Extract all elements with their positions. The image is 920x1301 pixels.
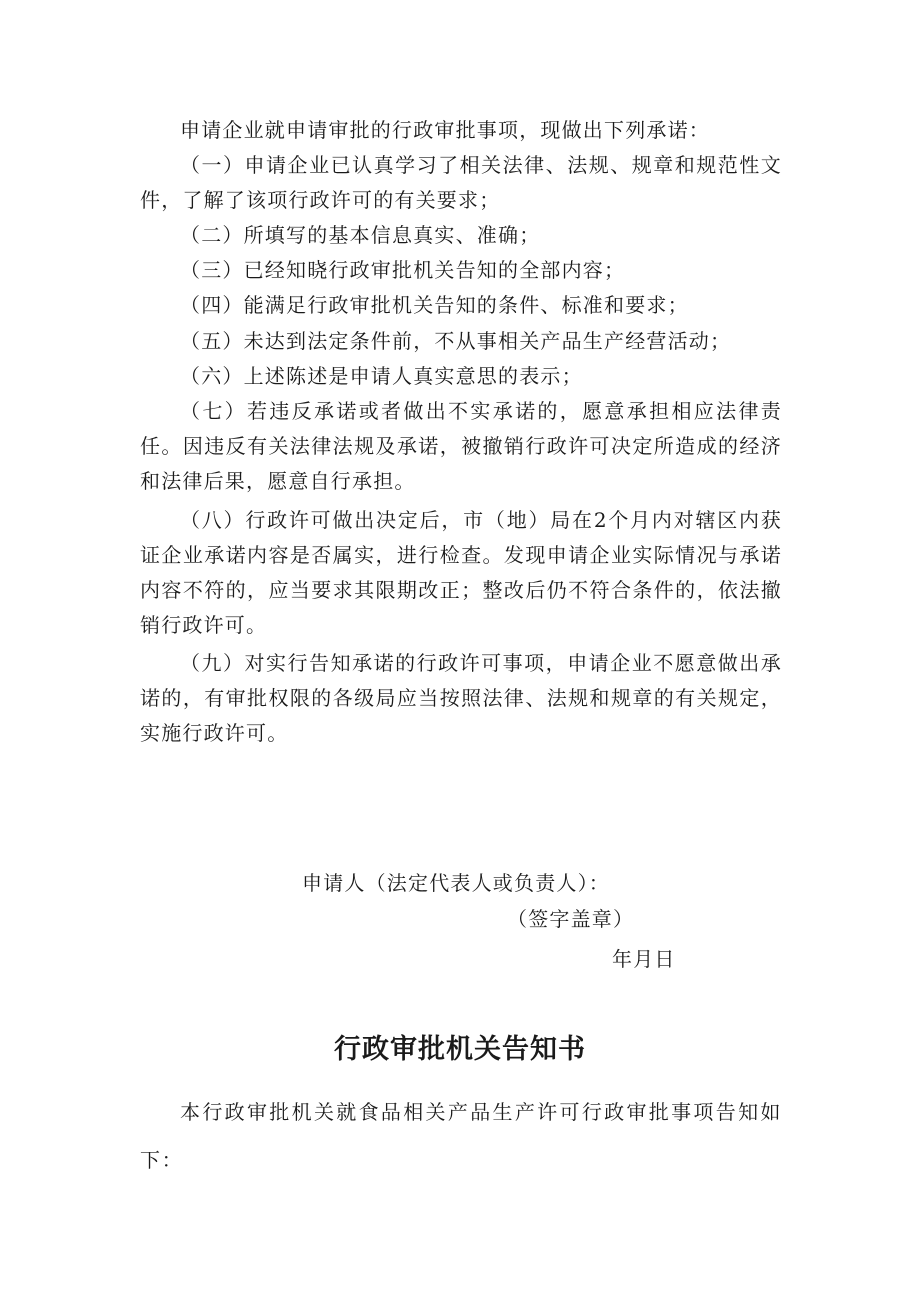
commitment-item-9: （九）对实行告知承诺的行政许可事项，申请企业不愿意做出承诺的，有审批权限的各级局应当按照法律、法规和规章的有关规定，实施行政许可。 [140, 651, 782, 745]
commitment-item-1: （一）申请企业已认真学习了相关法律、法规、规章和规范性文件，了解了该项行政许可的有关要求； [140, 153, 782, 212]
commitment-item-5: （五）未达到法定条件前，不从事相关产品生产经营活动； [180, 329, 732, 353]
commitment-item-4: （四）能满足行政审批机关告知的条件、标准和要求； [180, 293, 689, 317]
applicant-signature-label: 申请人（法定代表人或负责人）： [302, 871, 610, 895]
commitment-item-8: （八）行政许可做出决定后，市（地）局在2个月内对辖区内获证企业承诺内容是否属实，进行检查。发现申请企业实际情况与承诺内容不符的，应当要求其限期改正；整改后仍不符合条件的，依法撤销行政许可。 [140, 508, 782, 637]
commitment-item-3: （三）已经知晓行政审批机关告知的全部内容； [180, 258, 626, 282]
date-label: 年月日 [612, 947, 676, 971]
notice-title: 行政审批机关告知书 [334, 1034, 586, 1065]
commitment-item-7: （七）若违反承诺或者做出不实承诺的，愿意承担相应法律责任。因违反有关法律法规及承诺，被撤销行政许可决定所造成的经济和法律后果，愿意自行承担。 [140, 399, 782, 493]
commitment-item-6: （六）上述陈述是申请人真实意思的表示； [180, 364, 583, 388]
seal-label: （签字盖章） [507, 907, 635, 931]
commitment-intro: 申请企业就申请审批的行政审批事项，现做出下列承诺： [180, 118, 710, 142]
notice-body: 本行政审批机关就食品相关产品生产许可行政审批事项告知如下： [140, 1100, 782, 1172]
commitment-item-2: （二）所填写的基本信息真实、准确； [180, 223, 541, 247]
